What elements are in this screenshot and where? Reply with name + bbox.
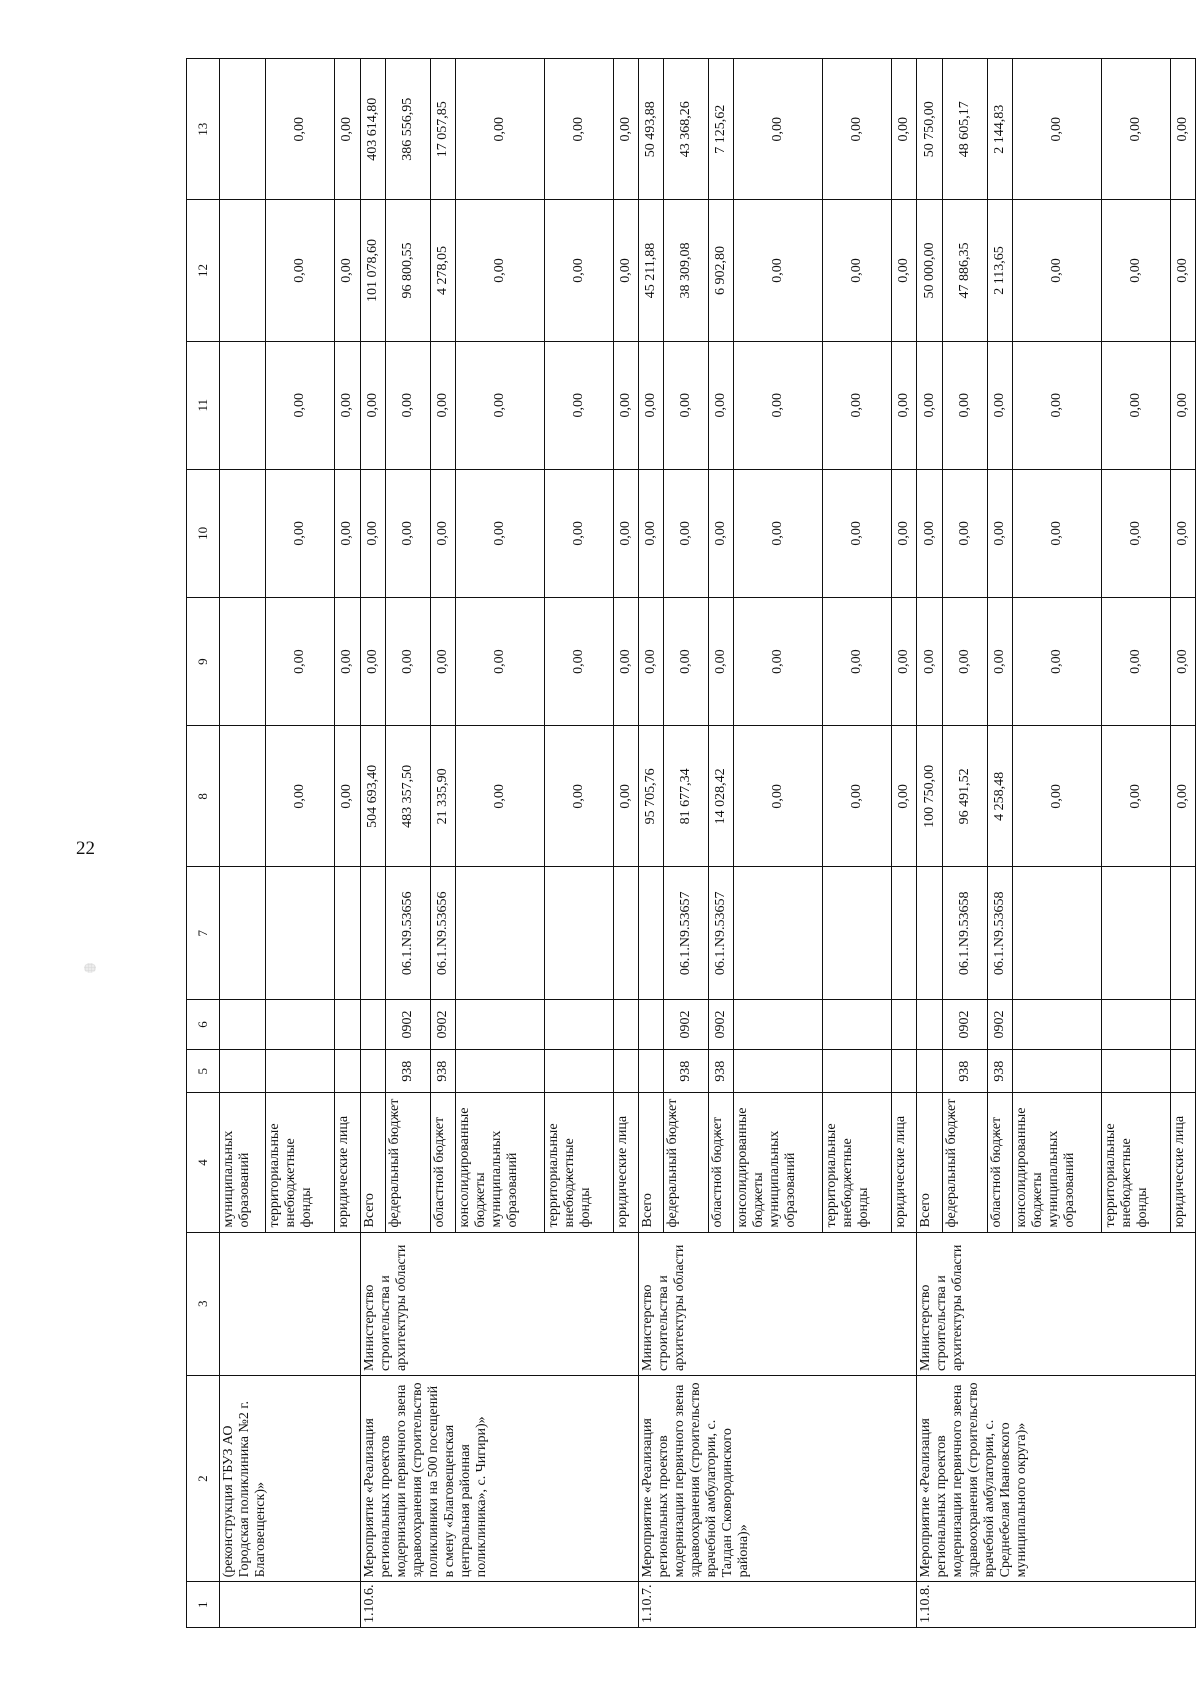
grbs-cell <box>917 1049 942 1092</box>
rzpr-cell <box>1101 1000 1170 1050</box>
description-cell: Мероприятие «Реализация региональных проектов модернизации первичного звена здравоохранения (строительство врачебной амбулатории, с. Талдан Сковородинского района)» <box>638 1375 916 1581</box>
value-cell: 403 614,80 <box>360 59 385 200</box>
value-cell: 0,00 <box>664 341 709 469</box>
source-cell: федеральный бюджет <box>664 1093 709 1232</box>
value-cell: 0,00 <box>544 341 613 469</box>
value-cell: 0,00 <box>734 469 823 597</box>
value-cell: 45 211,88 <box>638 200 663 341</box>
csr-cell <box>917 867 942 1000</box>
value-cell: 0,00 <box>335 341 360 469</box>
value-cell: 0,00 <box>385 469 430 597</box>
value-cell: 0,00 <box>456 200 545 341</box>
value-cell: 0,00 <box>1101 59 1170 200</box>
value-cell: 0,00 <box>360 341 385 469</box>
grbs-cell: 938 <box>942 1049 987 1092</box>
grbs-cell <box>544 1049 613 1092</box>
rzpr-cell <box>1170 1000 1195 1050</box>
col-header-6: 6 <box>187 1000 220 1050</box>
csr-cell <box>823 867 892 1000</box>
source-cell: юридические лица <box>335 1093 360 1232</box>
value-cell: 0,00 <box>1012 469 1101 597</box>
grbs-cell <box>456 1049 545 1092</box>
value-cell: 0,00 <box>544 200 613 341</box>
value-cell: 38 309,08 <box>664 200 709 341</box>
table-row <box>638 59 663 1628</box>
source-cell: юридические лица <box>892 1093 917 1232</box>
value-cell: 0,00 <box>734 726 823 867</box>
grbs-cell <box>266 1049 335 1092</box>
value-cell: 0,00 <box>613 200 638 341</box>
csr-cell <box>1012 867 1101 1000</box>
grbs-cell <box>638 1049 663 1092</box>
value-cell: 0,00 <box>1012 598 1101 726</box>
value-cell: 0,00 <box>987 598 1012 726</box>
value-cell: 0,00 <box>917 469 942 597</box>
value-cell: 47 886,35 <box>942 200 987 341</box>
grbs-cell <box>1012 1049 1101 1092</box>
csr-cell <box>220 867 266 1000</box>
rzpr-cell <box>220 1000 266 1050</box>
grbs-cell <box>1101 1049 1170 1092</box>
value-cell: 21 335,90 <box>430 726 455 867</box>
value-cell: 96 491,52 <box>942 726 987 867</box>
value-cell: 0,00 <box>385 341 430 469</box>
col-header-3: 3 <box>187 1232 220 1375</box>
grbs-cell <box>734 1049 823 1092</box>
source-cell: Всего <box>917 1093 942 1232</box>
csr-cell <box>456 867 545 1000</box>
col-header-12: 12 <box>187 200 220 341</box>
source-cell: консолидированные бюджеты муниципальных образований <box>734 1093 823 1232</box>
source-cell: муниципальных образований <box>220 1093 266 1232</box>
value-cell: 0,00 <box>266 59 335 200</box>
value-cell: 0,00 <box>1170 200 1195 341</box>
value-cell: 7 125,62 <box>709 59 734 200</box>
source-cell: федеральный бюджет <box>942 1093 987 1232</box>
value-cell: 0,00 <box>335 200 360 341</box>
value-cell: 0,00 <box>335 59 360 200</box>
value-cell: 95 705,76 <box>638 726 663 867</box>
col-header-13: 13 <box>187 59 220 200</box>
value-cell: 0,00 <box>734 341 823 469</box>
value-cell: 0,00 <box>266 726 335 867</box>
source-cell: юридические лица <box>1170 1093 1195 1232</box>
value-cell: 0,00 <box>1170 469 1195 597</box>
value-cell: 0,00 <box>1101 200 1170 341</box>
row-number-cell <box>220 1582 361 1628</box>
csr-cell <box>335 867 360 1000</box>
value-cell: 0,00 <box>335 469 360 597</box>
col-header-7: 7 <box>187 867 220 1000</box>
grbs-cell: 938 <box>430 1049 455 1092</box>
grbs-cell: 938 <box>385 1049 430 1092</box>
value-cell: 50 750,00 <box>917 59 942 200</box>
csr-cell <box>1101 867 1170 1000</box>
source-cell: Всего <box>360 1093 385 1232</box>
value-cell <box>220 200 266 341</box>
value-cell <box>220 341 266 469</box>
value-cell: 0,00 <box>1012 341 1101 469</box>
value-cell: 0,00 <box>942 469 987 597</box>
value-cell: 0,00 <box>456 341 545 469</box>
scan-speck <box>84 963 96 973</box>
value-cell: 0,00 <box>823 469 892 597</box>
value-cell: 0,00 <box>1012 726 1101 867</box>
grbs-cell: 938 <box>664 1049 709 1092</box>
value-cell: 14 028,42 <box>709 726 734 867</box>
description-cell: (реконструкция ГБУЗ АО Городская поликлиника №2 г. Благовещенск)» <box>220 1375 361 1581</box>
csr-cell: 06.1.N9.53658 <box>987 867 1012 1000</box>
grbs-cell <box>220 1049 266 1092</box>
value-cell: 0,00 <box>1012 200 1101 341</box>
value-cell: 0,00 <box>456 598 545 726</box>
executor-cell: Министерство строительства и архитектуры области <box>917 1232 1196 1375</box>
rzpr-cell: 0902 <box>664 1000 709 1050</box>
value-cell: 0,00 <box>613 726 638 867</box>
value-cell: 2 144,83 <box>987 59 1012 200</box>
grbs-cell <box>892 1049 917 1092</box>
rzpr-cell: 0902 <box>709 1000 734 1050</box>
value-cell: 0,00 <box>917 598 942 726</box>
value-cell: 0,00 <box>987 469 1012 597</box>
value-cell: 0,00 <box>892 469 917 597</box>
row-number-cell: 1.10.7. <box>638 1582 916 1628</box>
source-cell: территориальные внебюджетные фонды <box>544 1093 613 1232</box>
col-header-2: 2 <box>187 1375 220 1581</box>
rzpr-cell: 0902 <box>430 1000 455 1050</box>
value-cell: 4 278,05 <box>430 200 455 341</box>
source-cell: территориальные внебюджетные фонды <box>823 1093 892 1232</box>
value-cell <box>220 598 266 726</box>
col-header-5: 5 <box>187 1049 220 1092</box>
row-number-cell: 1.10.6. <box>360 1582 638 1628</box>
value-cell: 2 113,65 <box>987 200 1012 341</box>
value-cell: 0,00 <box>823 341 892 469</box>
value-cell: 0,00 <box>266 200 335 341</box>
col-header-11: 11 <box>187 341 220 469</box>
grbs-cell: 938 <box>987 1049 1012 1092</box>
rzpr-cell <box>1012 1000 1101 1050</box>
value-cell: 0,00 <box>430 341 455 469</box>
value-cell: 0,00 <box>638 598 663 726</box>
source-cell: областной бюджет <box>709 1093 734 1232</box>
value-cell: 96 800,55 <box>385 200 430 341</box>
value-cell: 0,00 <box>709 341 734 469</box>
executor-cell: Министерство строительства и архитектуры области <box>638 1232 916 1375</box>
description-cell: Мероприятие «Реализация региональных проектов модернизации первичного звена здравоохранения (строительство поликлиники на 500 посещений в смену «Благовещенская центральная районная поликлиника», с. Чигири)» <box>360 1375 638 1581</box>
value-cell: 0,00 <box>823 598 892 726</box>
value-cell: 0,00 <box>360 598 385 726</box>
rzpr-cell <box>638 1000 663 1050</box>
value-cell: 0,00 <box>544 726 613 867</box>
value-cell: 4 258,48 <box>987 726 1012 867</box>
value-cell <box>220 59 266 200</box>
value-cell: 0,00 <box>544 59 613 200</box>
source-cell: территориальные внебюджетные фонды <box>266 1093 335 1232</box>
value-cell: 48 605,17 <box>942 59 987 200</box>
value-cell: 0,00 <box>544 598 613 726</box>
csr-cell: 06.1.N9.53656 <box>385 867 430 1000</box>
table-row <box>360 59 385 1628</box>
value-cell: 0,00 <box>360 469 385 597</box>
value-cell: 0,00 <box>544 469 613 597</box>
value-cell: 0,00 <box>266 341 335 469</box>
value-cell: 0,00 <box>430 469 455 597</box>
rotated-table-wrapper <box>186 58 1196 1628</box>
value-cell: 0,00 <box>613 469 638 597</box>
rzpr-cell <box>892 1000 917 1050</box>
value-cell: 0,00 <box>987 341 1012 469</box>
rzpr-cell: 0902 <box>385 1000 430 1050</box>
csr-cell <box>266 867 335 1000</box>
value-cell: 43 368,26 <box>664 59 709 200</box>
value-cell: 0,00 <box>892 200 917 341</box>
value-cell: 386 556,95 <box>385 59 430 200</box>
grbs-cell <box>335 1049 360 1092</box>
value-cell: 0,00 <box>335 598 360 726</box>
row-number-cell: 1.10.8. <box>917 1582 1196 1628</box>
value-cell: 0,00 <box>1101 726 1170 867</box>
value-cell: 0,00 <box>709 469 734 597</box>
grbs-cell <box>360 1049 385 1092</box>
rzpr-cell <box>266 1000 335 1050</box>
value-cell: 0,00 <box>1012 59 1101 200</box>
source-cell: областной бюджет <box>430 1093 455 1232</box>
value-cell: 0,00 <box>1170 726 1195 867</box>
source-cell: консолидированные бюджеты муниципальных образований <box>456 1093 545 1232</box>
csr-cell: 06.1.N9.53656 <box>430 867 455 1000</box>
budget-table <box>186 58 1196 1628</box>
value-cell: 0,00 <box>664 598 709 726</box>
value-cell: 0,00 <box>942 598 987 726</box>
value-cell: 0,00 <box>456 469 545 597</box>
value-cell: 0,00 <box>892 341 917 469</box>
value-cell: 0,00 <box>613 59 638 200</box>
rzpr-cell <box>613 1000 638 1050</box>
table-body <box>220 59 1196 1628</box>
rzpr-cell <box>823 1000 892 1050</box>
header-row <box>187 59 220 1628</box>
value-cell: 0,00 <box>456 726 545 867</box>
csr-cell: 06.1.N9.53658 <box>942 867 987 1000</box>
source-cell: консолидированные бюджеты муниципальных образований <box>1012 1093 1101 1232</box>
value-cell <box>220 469 266 597</box>
value-cell <box>220 726 266 867</box>
rzpr-cell: 0902 <box>987 1000 1012 1050</box>
source-cell: Всего <box>638 1093 663 1232</box>
rzpr-cell <box>360 1000 385 1050</box>
value-cell: 17 057,85 <box>430 59 455 200</box>
rzpr-cell <box>917 1000 942 1050</box>
value-cell: 0,00 <box>638 469 663 597</box>
grbs-cell <box>1170 1049 1195 1092</box>
value-cell: 0,00 <box>456 59 545 200</box>
col-header-9: 9 <box>187 598 220 726</box>
grbs-cell <box>613 1049 638 1092</box>
col-header-8: 8 <box>187 726 220 867</box>
value-cell: 0,00 <box>892 59 917 200</box>
value-cell: 0,00 <box>892 598 917 726</box>
rzpr-cell <box>456 1000 545 1050</box>
description-cell: Мероприятие «Реализация региональных проектов модернизации первичного звена здравоохранения (строительство врачебной амбулатории, с. Среднебелая Ивановского муниципального округа)» <box>917 1375 1196 1581</box>
value-cell: 483 357,50 <box>385 726 430 867</box>
value-cell: 0,00 <box>335 726 360 867</box>
rzpr-cell: 0902 <box>942 1000 987 1050</box>
value-cell: 0,00 <box>1170 59 1195 200</box>
value-cell: 0,00 <box>917 341 942 469</box>
source-cell: федеральный бюджет <box>385 1093 430 1232</box>
csr-cell <box>360 867 385 1000</box>
value-cell: 0,00 <box>385 598 430 726</box>
source-cell: территориальные внебюджетные фонды <box>1101 1093 1170 1232</box>
value-cell: 0,00 <box>823 200 892 341</box>
value-cell: 0,00 <box>1101 598 1170 726</box>
value-cell: 0,00 <box>1170 598 1195 726</box>
value-cell: 101 078,60 <box>360 200 385 341</box>
grbs-cell <box>823 1049 892 1092</box>
rzpr-cell <box>544 1000 613 1050</box>
value-cell: 0,00 <box>1170 341 1195 469</box>
value-cell: 0,00 <box>823 726 892 867</box>
value-cell: 0,00 <box>892 726 917 867</box>
value-cell: 0,00 <box>1101 469 1170 597</box>
page-number: 22 <box>76 838 95 859</box>
csr-cell <box>1170 867 1195 1000</box>
source-cell: областной бюджет <box>987 1093 1012 1232</box>
value-cell: 6 902,80 <box>709 200 734 341</box>
value-cell: 0,00 <box>664 469 709 597</box>
value-cell: 50 493,88 <box>638 59 663 200</box>
value-cell: 100 750,00 <box>917 726 942 867</box>
grbs-cell: 938 <box>709 1049 734 1092</box>
value-cell: 504 693,40 <box>360 726 385 867</box>
value-cell: 0,00 <box>942 341 987 469</box>
source-cell: юридические лица <box>613 1093 638 1232</box>
csr-cell <box>638 867 663 1000</box>
csr-cell <box>544 867 613 1000</box>
table-row <box>917 59 942 1628</box>
value-cell: 0,00 <box>613 341 638 469</box>
value-cell: 0,00 <box>734 200 823 341</box>
csr-cell <box>613 867 638 1000</box>
table-row <box>220 59 266 1628</box>
csr-cell <box>892 867 917 1000</box>
executor-cell: Министерство строительства и архитектуры области <box>360 1232 638 1375</box>
executor-cell <box>220 1232 361 1375</box>
value-cell: 81 677,34 <box>664 726 709 867</box>
csr-cell: 06.1.N9.53657 <box>709 867 734 1000</box>
value-cell: 0,00 <box>1101 341 1170 469</box>
value-cell: 0,00 <box>430 598 455 726</box>
value-cell: 0,00 <box>734 59 823 200</box>
csr-cell <box>734 867 823 1000</box>
value-cell: 0,00 <box>266 469 335 597</box>
value-cell: 0,00 <box>266 598 335 726</box>
col-header-4: 4 <box>187 1093 220 1232</box>
rzpr-cell <box>734 1000 823 1050</box>
value-cell: 0,00 <box>638 341 663 469</box>
value-cell: 0,00 <box>613 598 638 726</box>
rzpr-cell <box>335 1000 360 1050</box>
col-header-1: 1 <box>187 1582 220 1628</box>
csr-cell: 06.1.N9.53657 <box>664 867 709 1000</box>
value-cell: 50 000,00 <box>917 200 942 341</box>
value-cell: 0,00 <box>709 598 734 726</box>
value-cell: 0,00 <box>734 598 823 726</box>
col-header-10: 10 <box>187 469 220 597</box>
value-cell: 0,00 <box>823 59 892 200</box>
